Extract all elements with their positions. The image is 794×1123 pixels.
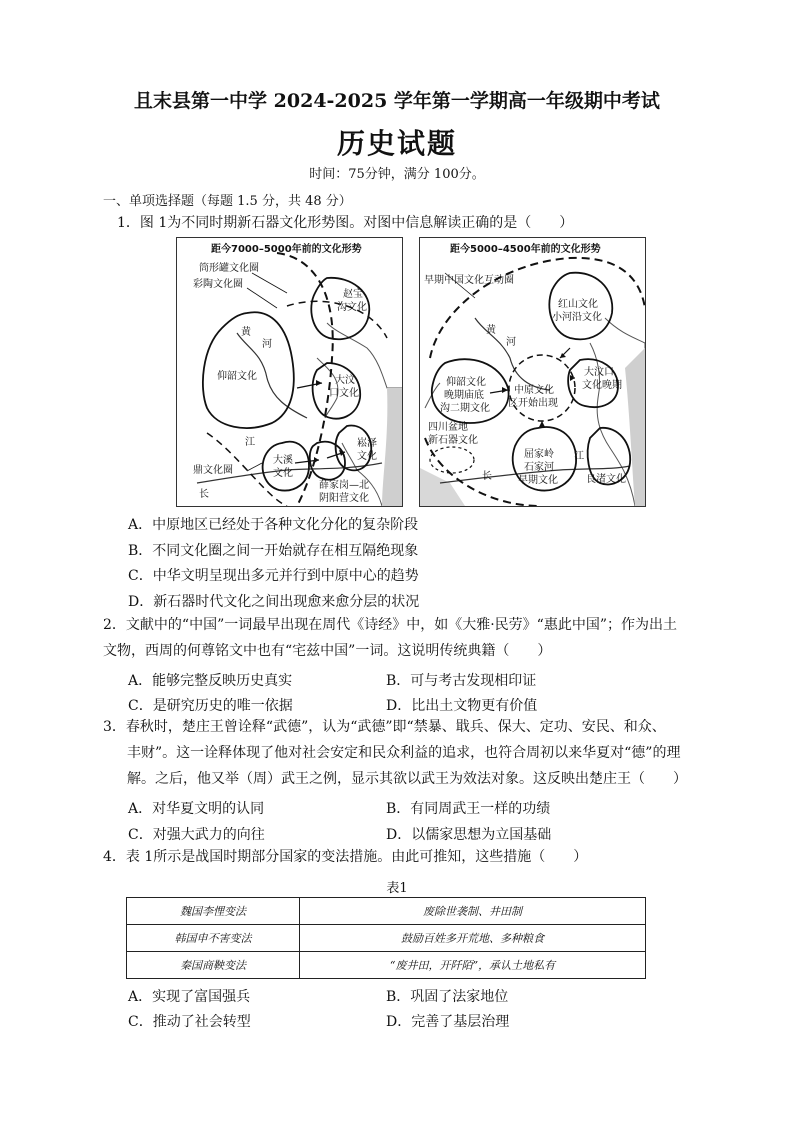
table-caption: 表1: [386, 881, 408, 896]
table-cell: 废除世袭制、井田制: [300, 898, 646, 925]
time-info: 时间：75分钟，满分 100分。: [309, 167, 485, 182]
map-label: 鼎文化圈: [193, 465, 233, 476]
q3-option-c: C．对强大武力的向往: [128, 827, 265, 843]
q2-option-d: D．比出土文物更有价值: [386, 698, 538, 714]
map-label: 黄: [486, 325, 496, 336]
q2-option-c: C．是研究历史的唯一依据: [128, 698, 293, 714]
table-cell: 秦国商鞅变法: [127, 952, 300, 979]
map-label: 区开始出现: [508, 398, 558, 409]
q4-option-d: D．完善了基层治理: [386, 1014, 510, 1030]
map-label: 崧泽: [357, 438, 377, 449]
table-cell: “废井田，开阡陌”，承认土地私有: [300, 952, 646, 979]
map-label: 文化: [273, 468, 293, 479]
section-heading: 一、单项选择题（每题 1.5 分，共 48 分）: [103, 194, 352, 209]
map-label: 晚期庙底: [444, 390, 484, 401]
map-label: 中原文化: [514, 385, 554, 396]
map-label: 大汶口: [584, 367, 614, 378]
q3-option-a: A．对华夏文明的认同: [128, 801, 265, 817]
q1-option-b: B．不同文化圈之间一开始就存在相互隔绝现象: [128, 543, 419, 559]
q2-option-b: B．可与考古发现相印证: [386, 673, 537, 689]
q1-option-a: A．中原地区已经处于各种文化分化的复杂阶段: [128, 517, 419, 533]
map-label: 文化晚期: [582, 380, 622, 391]
table-cell: 魏国李悝变法: [127, 898, 300, 925]
map-label: 彩陶文化圈: [193, 279, 243, 290]
map-label: 江: [245, 437, 255, 448]
map-label: 早期文化: [518, 475, 558, 486]
map-label: 小河沿文化: [552, 312, 602, 323]
q3-option-b: B．有同周武王一样的功绩: [386, 801, 551, 817]
map-label: 长: [482, 471, 492, 482]
map-label: 屈家岭: [524, 449, 554, 460]
table-cell: 鼓励百姓多开荒地、多种粮食: [300, 925, 646, 952]
q3-stem-line3: 解。之后，他又举（周）武王之例，显示其欲以武王为效法对象。这反映出楚庄王（ ）: [127, 771, 687, 787]
map-label: 江: [574, 451, 584, 462]
map-label: 长: [199, 489, 209, 500]
map-label: 文化: [357, 451, 377, 462]
table-cell: 韩国申不害变法: [127, 925, 300, 952]
map-label: 大汶: [335, 375, 355, 386]
table-row: [127, 925, 646, 952]
map-label: 新石器文化: [428, 435, 478, 446]
q4-option-a: A．实现了富国强兵: [128, 989, 251, 1005]
map-label: 口文化: [329, 388, 359, 399]
map-label: 仰韶文化: [446, 377, 486, 388]
q3-stem-line1: 3．春秋时，楚庄王曾诠释“武德”，认为“武德”即“禁暴、戢兵、保大、定功、安民、和众、: [103, 719, 666, 735]
map-right-heading: 距今5000–4500年前的文化形势: [450, 244, 601, 255]
map-label: 筒形罐文化圈: [199, 263, 259, 274]
q2-stem-line1: 2．文献中的“中国”一词最早出现在周代《诗经》中，如《大雅·民劳》“惠此中国”；作为出土: [103, 617, 677, 633]
map-label: 四川盆地: [428, 422, 468, 433]
q4-option-c: C．推动了社会转型: [128, 1014, 251, 1030]
q4-option-b: B．巩固了法家地位: [386, 989, 509, 1005]
map-label: 赵宝: [343, 289, 363, 300]
map-label: 大溪: [273, 455, 293, 466]
map-label: 良渚文化: [586, 474, 626, 485]
map-label: 红山文化: [558, 299, 598, 310]
map-label: 薛家岗—北: [319, 480, 369, 491]
map-label: 沟二期文化: [440, 403, 490, 414]
map-label: 黄: [241, 327, 251, 338]
map-label: 沟文化: [337, 302, 367, 313]
reform-table: [126, 897, 646, 979]
q3-stem-line2: 丰财”。这一诠释体现了他对社会安定和民众利益的追求，也符合周初以来华夏对“德”的理: [127, 745, 681, 761]
q3-option-d: D．以儒家思想为立国基础: [386, 827, 552, 843]
map-label: 石家河: [524, 462, 554, 473]
map-label: 河: [262, 339, 272, 350]
map-right: [419, 237, 646, 507]
map-label: 仰韶文化: [217, 371, 257, 382]
q4-stem: 4．表 1所示是战国时期部分国家的变法措施。由此可推知，这些措施（ ）: [103, 849, 588, 865]
exam-title: 且末县第一中学 2024-2025 学年第一学期高一年级期中考试: [134, 90, 660, 112]
q1-option-d: D．新石器时代文化之间出现愈来愈分层的状况: [128, 594, 420, 610]
map-label: 早期中国文化互动圈: [424, 275, 514, 286]
table-row: [127, 898, 646, 925]
map-left-heading: 距今7000–5000年前的文化形势: [211, 244, 362, 255]
q2-option-a: A．能够完整反映历史真实: [128, 673, 293, 689]
table-row: [127, 952, 646, 979]
subject-title: 历史试题: [336, 127, 457, 160]
q2-stem-line2: 文物，西周的何尊铭文中也有“宅兹中国”一词。这说明传统典籍（ ）: [103, 643, 552, 659]
map-label: 阴阳营文化: [319, 493, 369, 504]
map-label: 河: [506, 337, 516, 348]
map-left: [176, 237, 403, 507]
q1-stem: 1．图 1为不同时期新石器文化形势图。对图中信息解读正确的是（ ）: [117, 215, 574, 231]
q1-option-c: C．中华文明呈现出多元并行到中原中心的趋势: [128, 568, 419, 584]
